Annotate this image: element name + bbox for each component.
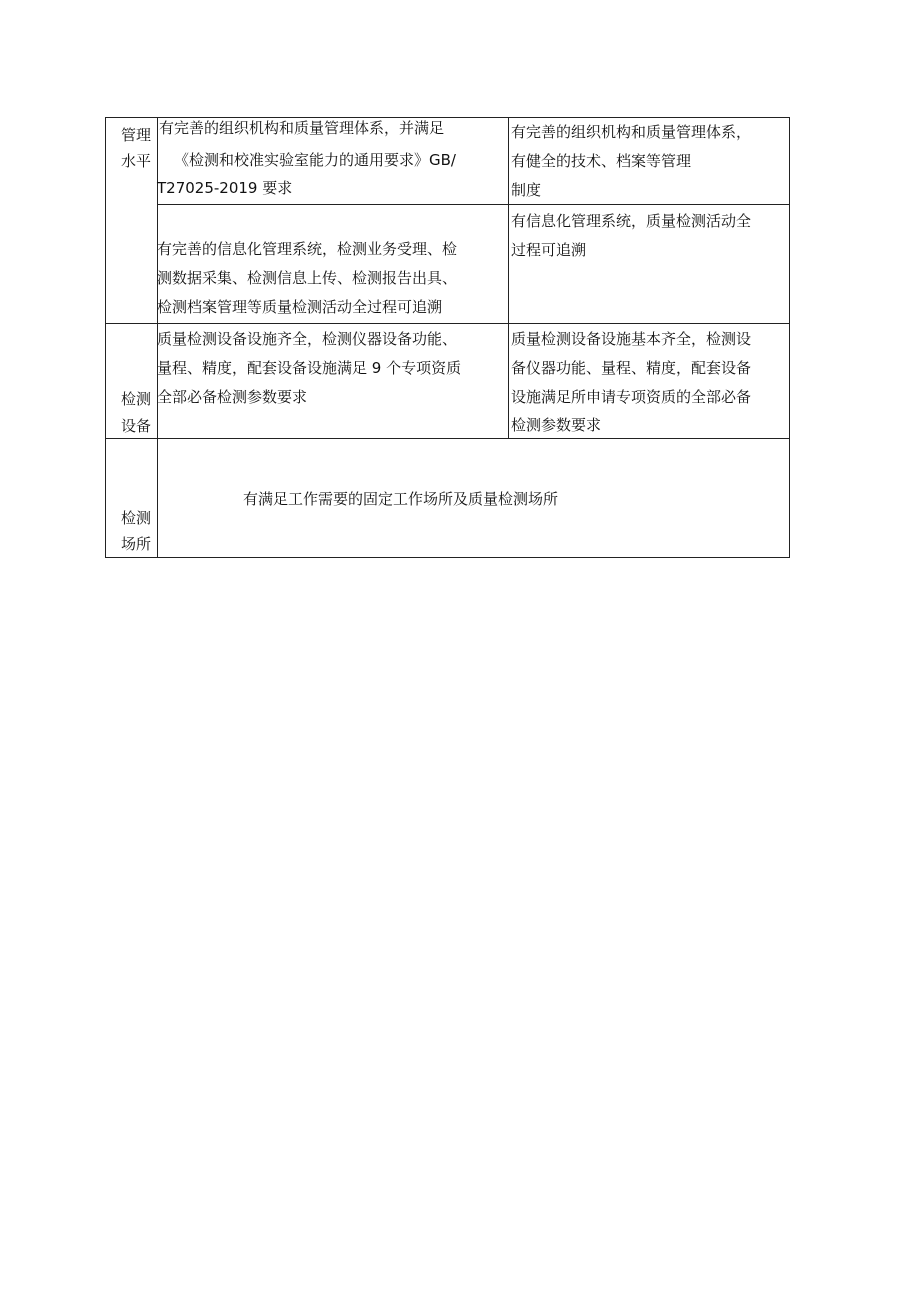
table-border-left <box>105 117 106 558</box>
requirement-text: 有完善的信息化管理系统，检测业务受理、检 <box>157 240 458 258</box>
category-label: 检测 <box>121 509 152 527</box>
requirement-text: 有满足工作需要的固定工作场所及质量检测场所 <box>243 490 559 508</box>
requirement-text: 有信息化管理系统，质量检测活动全 <box>511 212 752 230</box>
category-label: 设备 <box>121 417 152 435</box>
table-border-right <box>789 117 790 558</box>
requirement-text: 备仪器功能、量程、精度，配套设备 <box>511 359 752 377</box>
requirement-text: 《检测和校准实验室能力的通用要求》GB/ <box>174 151 456 169</box>
requirement-text: 测数据采集、检测信息上传、检测报告出具、 <box>157 269 458 287</box>
requirement-text: 检测档案管理等质量检测活动全过程可追溯 <box>157 298 443 316</box>
table-column-divider <box>508 117 509 439</box>
category-label: 检测 <box>121 390 152 408</box>
requirement-text: 全部必备检测参数要求 <box>157 388 308 406</box>
table-border-bottom <box>105 557 790 558</box>
requirement-text: 过程可追溯 <box>511 241 587 259</box>
table-row-divider <box>105 438 790 439</box>
requirement-text: 设施满足所申请专项资质的全部必备 <box>511 388 752 406</box>
requirement-text: T27025-2019 要求 <box>157 179 293 197</box>
requirement-text: 有完善的组织机构和质量管理体系， <box>511 123 752 141</box>
requirement-text: 质量检测设备设施基本齐全，检测设 <box>511 330 752 348</box>
table-row-divider <box>105 323 790 324</box>
requirement-text: 有完善的组织机构和质量管理体系，并满足 <box>159 119 445 137</box>
category-label: 管理 <box>121 126 152 144</box>
requirement-text: 检测参数要求 <box>511 416 602 434</box>
requirement-text: 量程、精度，配套设备设施满足 9 个专项资质 <box>157 359 462 377</box>
requirement-text: 有健全的技术、档案等管理 <box>511 152 692 170</box>
requirement-text: 制度 <box>511 181 542 199</box>
requirement-text: 质量检测设备设施齐全，检测仪器设备功能、 <box>157 330 458 348</box>
category-label: 水平 <box>121 152 152 170</box>
category-label: 场所 <box>121 535 152 553</box>
table-row-divider <box>157 204 790 205</box>
